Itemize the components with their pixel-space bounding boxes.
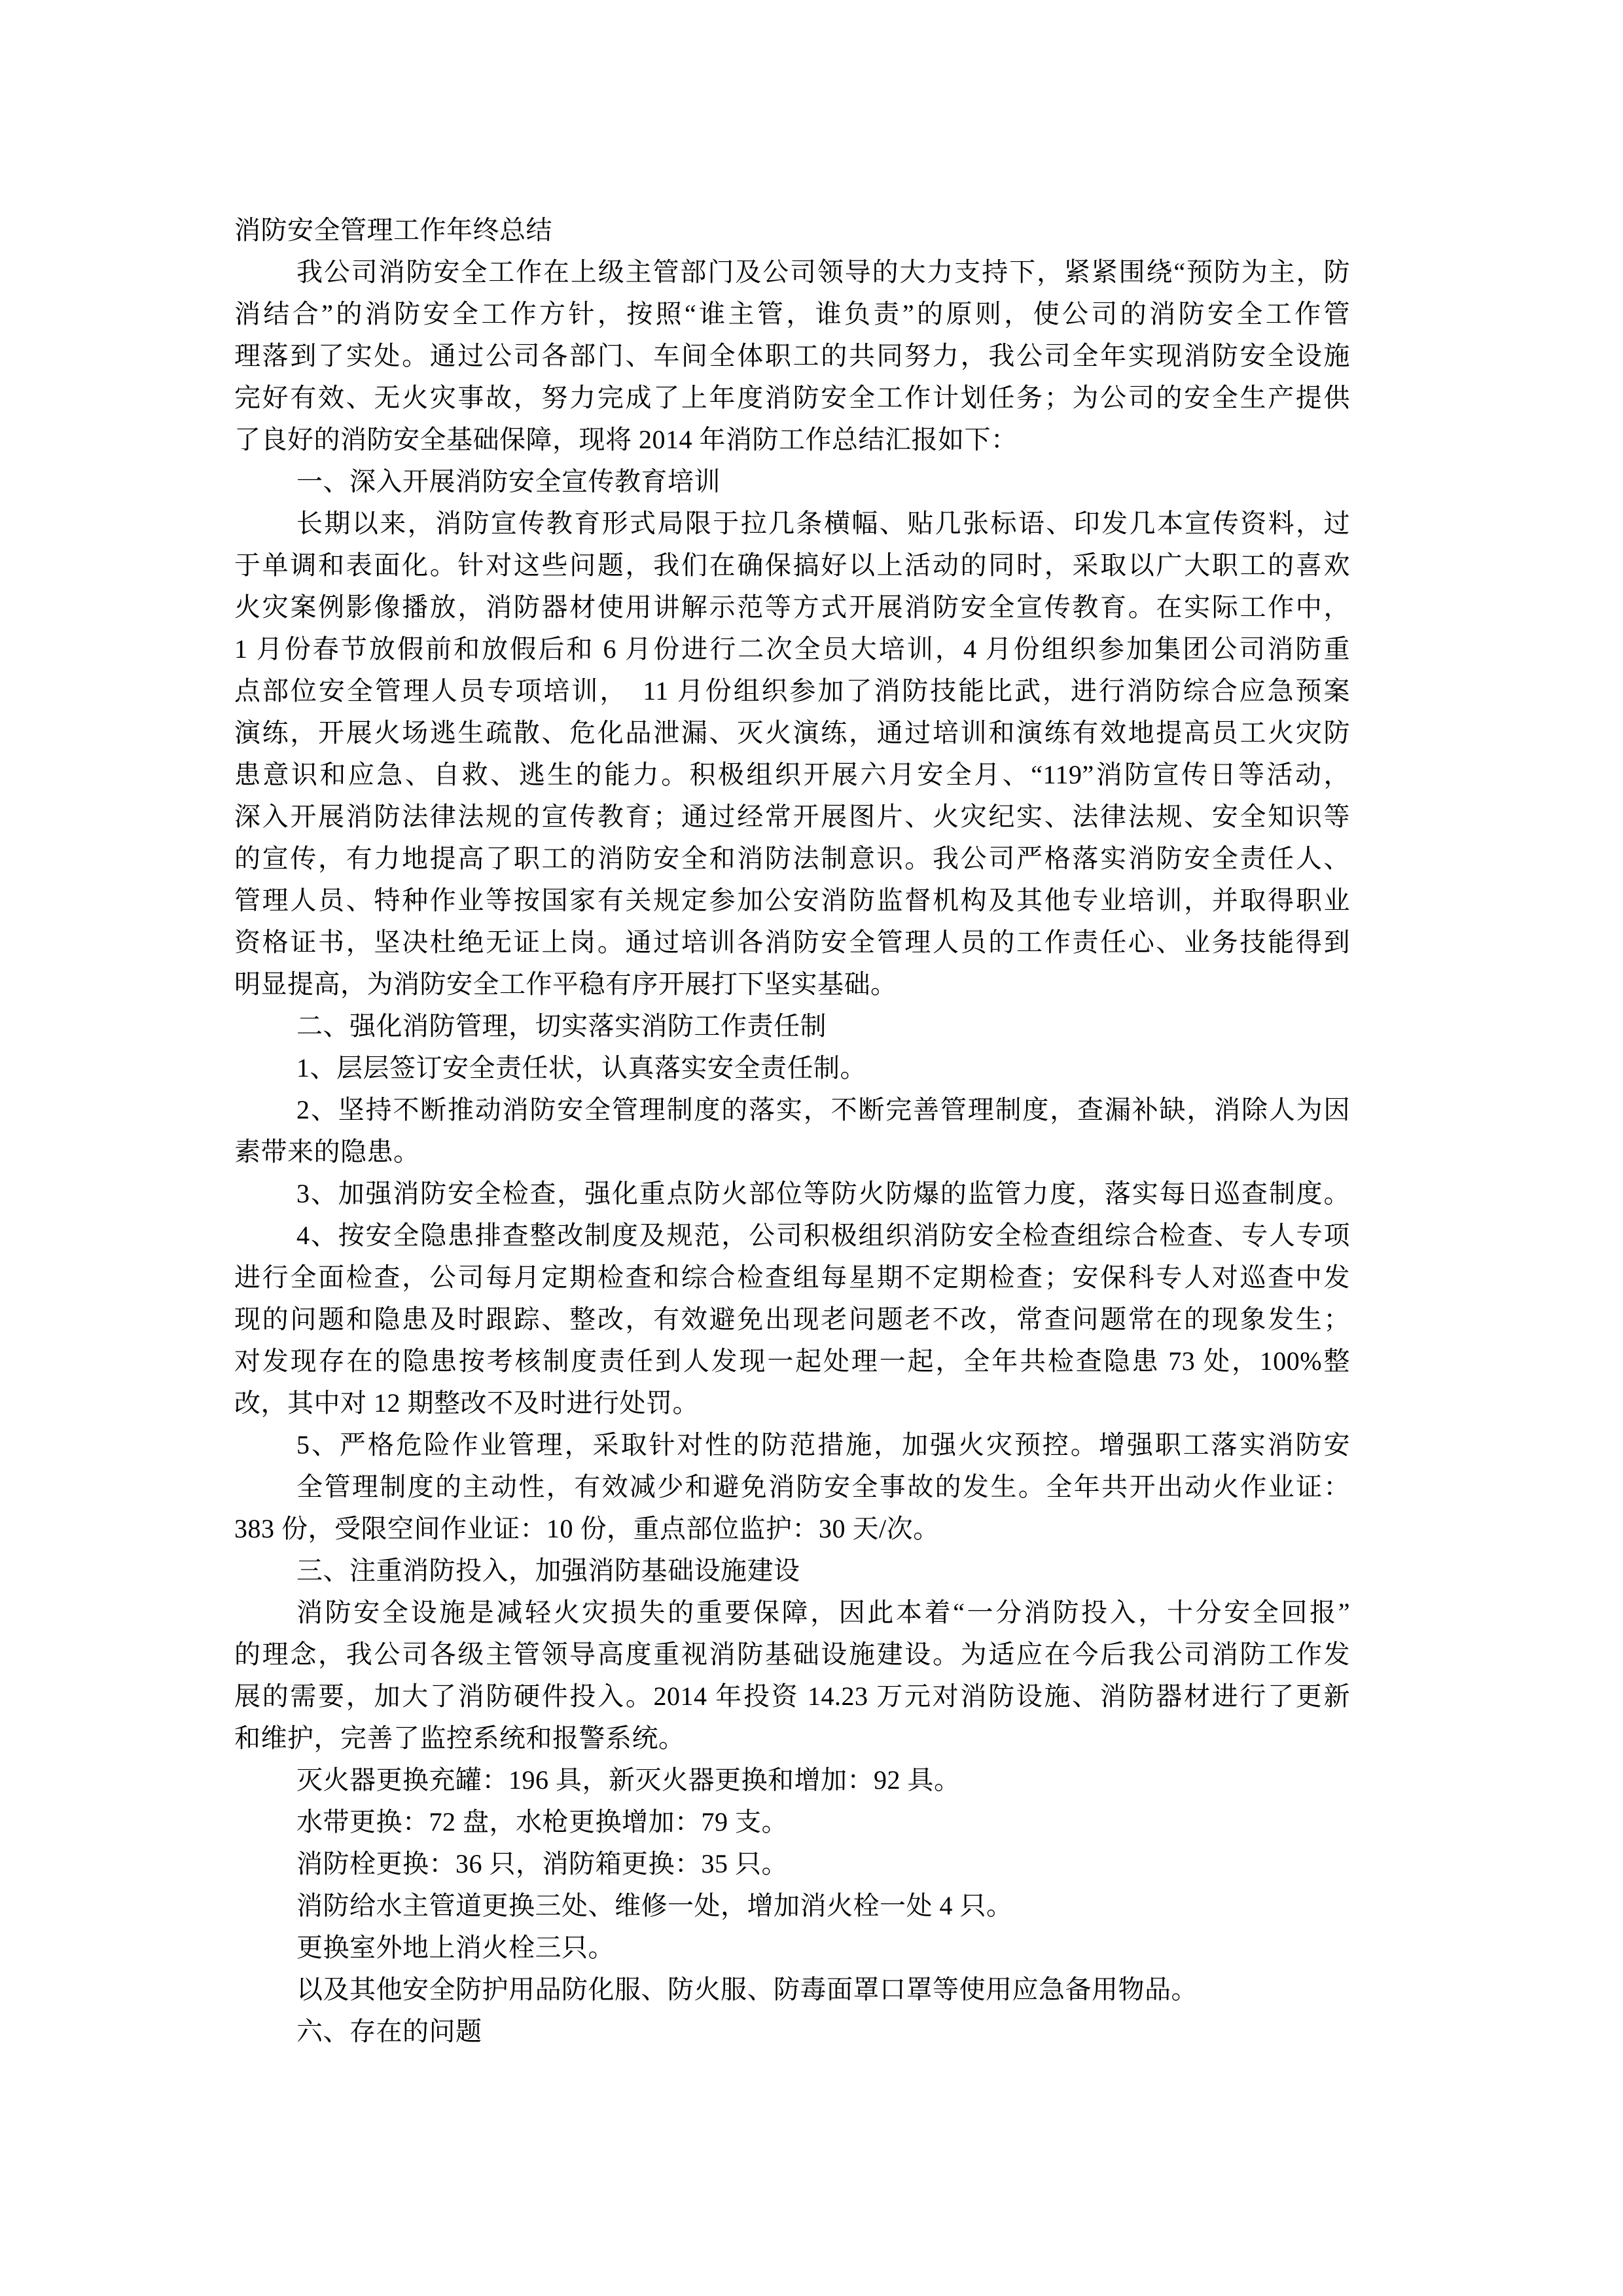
document-body bbox=[234, 209, 1350, 2053]
text-line: 明显提高，为消防安全工作平稳有序开展打下坚实基础。 bbox=[234, 969, 897, 999]
text-line: 理落到了实处。通过公司各部门、车间全体职工的共同努力，我公司全年实现消防安全设施 bbox=[234, 341, 1350, 370]
text-line: 1 月份春节放假前和放假后和 6 月份进行二次全员大培训，4 月份组织参加集团公司消防重 bbox=[234, 634, 1350, 664]
text-line: 深入开展消防法律法规的宣传教育；通过经常开展图片、火灾纪实、法律法规、安全知识等 bbox=[234, 802, 1350, 831]
list-item-line: 灭火器更换充罐：196 具，新灭火器更换和增加：92 具。 bbox=[296, 1765, 961, 1795]
text-line: 的宣传，有力地提高了职工的消防安全和消防法制意识。我公司严格落实消防安全责任人、 bbox=[234, 844, 1350, 873]
section-heading: 一、深入开展消防安全宣传教育培训 bbox=[296, 467, 721, 496]
text-line: 完好有效、无火灾事故，努力完成了上年度消防安全工作计划任务；为公司的安全生产提供 bbox=[234, 383, 1350, 412]
text-line: 全管理制度的主动性，有效减少和避免消防安全事故的发生。全年共开出动火作业证： bbox=[296, 1472, 1350, 1501]
text-line: 火灾案例影像播放，消防器材使用讲解示范等方式开展消防安全宣传教育。在实际工作中， bbox=[234, 592, 1350, 622]
text-line: 进行全面检查，公司每月定期检查和综合检查组每星期不定期检查；安保科专人对巡查中发 bbox=[234, 1263, 1350, 1292]
text-line: 点部位安全管理人员专项培训， 11 月份组织参加了消防技能比武，进行消防综合应急预案 bbox=[234, 676, 1350, 706]
text-line: 管理人员、特种作业等按国家有关规定参加公安消防监督机构及其他专业培训，并取得职业 bbox=[234, 886, 1350, 915]
text-line: 演练，开展火场逃生疏散、危化品泄漏、灭火演练，通过培训和演练有效地提高员工火灾防 bbox=[234, 718, 1350, 747]
text-line: 和维护，完善了监控系统和报警系统。 bbox=[234, 1723, 685, 1753]
list-item-line: 水带更换：72 盘，水枪更换增加：79 支。 bbox=[296, 1807, 788, 1837]
text-line: 消结合”的消防安全工作方针，按照“谁主管，谁负责”的原则，使公司的消防安全工作管 bbox=[234, 299, 1350, 329]
text-line: 素带来的隐患。 bbox=[234, 1137, 420, 1166]
list-item-line: 1、层层签订安全责任状，认真落实安全责任制。 bbox=[296, 1053, 866, 1083]
text-line: 对发现存在的隐患按考核制度责任到人发现一起处理一起，全年共检查隐患 73 处，100%整 bbox=[234, 1346, 1350, 1376]
text-line: 消防安全设施是减轻火灾损失的重要保障，因此本着“一分消防投入，十分安全回报” bbox=[296, 1598, 1350, 1627]
text-line: 的理念，我公司各级主管领导高度重视消防基础设施建设。为适应在今后我公司消防工作发 bbox=[234, 1640, 1350, 1669]
text-line: 展的需要，加大了消防硬件投入。2014 年投资 14.23 万元对消防设施、消防器材进行了更新 bbox=[234, 1681, 1350, 1711]
text-line: 资格证书，坚决杜绝无证上岗。通过培训各消防安全管理人员的工作责任心、业务技能得到 bbox=[234, 927, 1350, 957]
list-item-line: 更换室外地上消火栓三只。 bbox=[296, 1933, 615, 1962]
document-title: 消防安全管理工作年终总结 bbox=[234, 215, 552, 245]
list-item-line: 消防栓更换：36 只，消防箱更换：35 只。 bbox=[296, 1849, 788, 1878]
text-line: 383 份，受限空间作业证：10 份，重点部位监护：30 天/次。 bbox=[234, 1514, 940, 1543]
text-line: 了良好的消防安全基础保障，现将 2014 年消防工作总结汇报如下： bbox=[234, 425, 1018, 454]
section-heading: 三、注重消防投入，加强消防基础设施建设 bbox=[296, 1556, 800, 1585]
section-heading: 二、强化消防管理，切实落实消防工作责任制 bbox=[296, 1011, 827, 1041]
list-item-line: 以及其他安全防护用品防化服、防火服、防毒面罩口罩等使用应急备用物品。 bbox=[296, 1975, 1198, 2004]
text-line: 现的问题和隐患及时跟踪、整改，有效避免出现老问题老不改，常查问题常在的现象发生； bbox=[234, 1304, 1350, 1334]
text-line: 于单调和表面化。针对这些问题，我们在确保搞好以上活动的同时，采取以广大职工的喜欢 bbox=[234, 550, 1350, 580]
list-item-line: 消防给水主管道更换三处、维修一处，增加消火栓一处 4 只。 bbox=[296, 1891, 1013, 1920]
list-item-line: 5、严格危险作业管理，采取针对性的防范措施，加强火灾预控。增强职工落实消防安 bbox=[296, 1430, 1350, 1460]
text-line: 我公司消防安全工作在上级主管部门及公司领导的大力支持下，紧紧围绕“预防为主，防 bbox=[296, 257, 1350, 287]
section-heading: 六、存在的问题 bbox=[296, 2017, 482, 2046]
text-line: 长期以来，消防宣传教育形式局限于拉几条横幅、贴几张标语、印发几本宣传资料，过 bbox=[296, 509, 1350, 538]
list-item-line: 2、坚持不断推动消防安全管理制度的落实，不断完善管理制度，查漏补缺，消除人为因 bbox=[296, 1095, 1350, 1124]
text-line: 患意识和应急、自救、逃生的能力。积极组织开展六月安全月、“119”消防宣传日等活动， bbox=[234, 760, 1350, 789]
list-item-line: 4、按安全隐患排查整改制度及规范，公司积极组织消防安全检查组综合检查、专人专项 bbox=[296, 1221, 1350, 1250]
text-line: 改，其中对 12 期整改不及时进行处罚。 bbox=[234, 1388, 699, 1418]
list-item-line: 3、加强消防安全检查，强化重点防火部位等防火防爆的监管力度，落实每日巡查制度。 bbox=[296, 1179, 1350, 1208]
